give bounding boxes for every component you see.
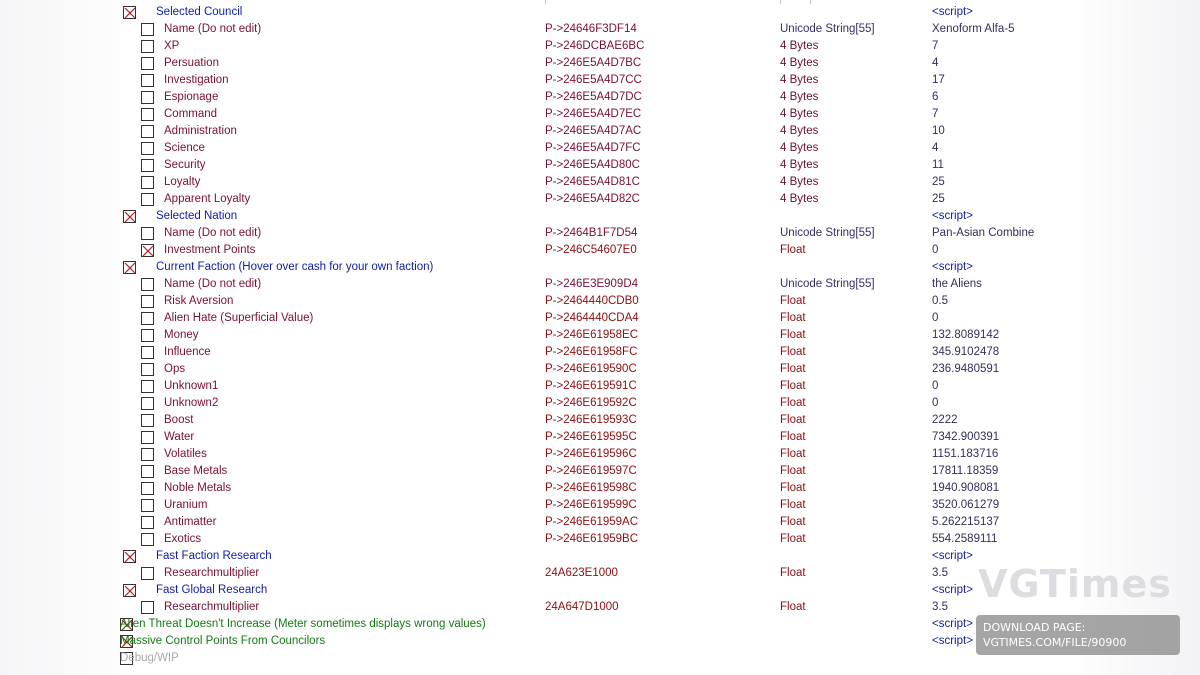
row-value[interactable]: 25 [932,193,945,205]
checkbox-unchecked[interactable] [141,414,154,427]
checkbox-unchecked[interactable] [141,431,154,444]
row-address[interactable]: P->246E61959AC [545,516,639,528]
row-description[interactable]: XP [164,40,180,52]
row-description[interactable]: Administration [164,125,237,137]
row-type[interactable]: Float [780,363,806,375]
row-address[interactable]: P->246E5A4D7AC [545,125,642,137]
row-value[interactable]: 0 [932,380,939,392]
table-row[interactable] [120,514,1080,531]
row-type[interactable]: Float [780,567,806,579]
row-description[interactable]: Alien Threat Doesn't Increase (Meter sometimes displays wrong values) [120,618,486,630]
row-type[interactable]: Float [780,533,806,545]
table-row[interactable] [120,310,1080,327]
checkbox-unchecked[interactable] [141,193,154,206]
checkbox-unchecked[interactable] [141,380,154,393]
row-type[interactable]: 4 Bytes [780,40,819,52]
table-row[interactable] [120,497,1080,514]
row-value[interactable]: 0 [932,244,939,256]
checkbox-unchecked[interactable] [141,278,154,291]
row-address[interactable]: 24A623E1000 [545,567,618,579]
row-address[interactable]: P->246E5A4D81C [545,176,640,188]
checkbox-checked[interactable] [141,244,154,257]
row-description[interactable]: Uranium [164,499,208,511]
checkbox-unchecked[interactable] [141,176,154,189]
row-value[interactable]: <script> [932,618,973,630]
row-address[interactable]: P->246E5A4D80C [545,159,640,171]
row-description[interactable]: Ops [164,363,186,375]
row-value[interactable]: 0.5 [932,295,948,307]
table-row[interactable] [120,55,1080,72]
row-type[interactable]: Float [780,312,806,324]
checkbox-unchecked[interactable] [141,159,154,172]
row-type[interactable]: Float [780,380,806,392]
row-description[interactable]: Researchmultiplier [164,601,260,613]
row-address[interactable]: P->246E619592C [545,397,637,409]
table-row[interactable] [120,650,1080,667]
row-description[interactable]: Fast Global Research [156,584,268,596]
checkbox-unchecked[interactable] [141,108,154,121]
checkbox-unchecked[interactable] [141,601,154,614]
checkbox-unchecked[interactable] [141,91,154,104]
watermark-line-1: DOWNLOAD PAGE: [983,621,1086,634]
row-type[interactable]: Float [780,414,806,426]
row-address[interactable]: P->246E5A4D7BC [545,57,642,69]
checkbox-unchecked[interactable] [141,363,154,376]
cheat-table-list [120,0,1080,675]
table-row[interactable] [120,429,1080,446]
checkbox-unchecked[interactable] [141,295,154,308]
row-description[interactable]: Security [164,159,206,171]
row-value[interactable]: 0 [932,397,939,409]
checkbox-unchecked[interactable] [141,397,154,410]
row-description[interactable]: Water [164,431,195,443]
row-description[interactable]: Selected Nation [156,210,238,222]
row-value[interactable]: <script> [932,584,973,596]
row-description[interactable]: Noble Metals [164,482,232,494]
row-description[interactable]: Selected Council [156,6,243,18]
row-value[interactable]: 1151.183716 [932,448,999,460]
row-address[interactable]: P->2464B1F7D54 [545,227,638,239]
table-row[interactable] [120,157,1080,174]
row-address[interactable]: P->246E619595C [545,431,637,443]
row-address[interactable]: P->246E5A4D7CC [545,74,642,86]
row-value[interactable]: 345.9102478 [932,346,1000,358]
row-type[interactable]: Float [780,499,806,511]
table-row[interactable] [120,21,1080,38]
table-row[interactable] [120,565,1080,582]
table-row[interactable] [120,259,1080,276]
row-description[interactable]: Investment Points [164,244,256,256]
checkbox-unchecked[interactable] [141,142,154,155]
row-description[interactable]: Science [164,142,205,154]
row-address[interactable]: P->246C54607E0 [545,244,637,256]
row-description[interactable]: Investigation [164,74,229,86]
row-value[interactable]: 1940.908081 [932,482,1000,494]
table-row[interactable] [120,106,1080,123]
row-type[interactable]: 4 Bytes [780,57,819,69]
table-row[interactable] [120,378,1080,395]
table-row[interactable] [120,225,1080,242]
row-description[interactable]: Name (Do not edit) [164,227,262,239]
row-type[interactable]: 4 Bytes [780,74,819,86]
row-value[interactable]: 17811.18359 [932,465,999,477]
table-row[interactable] [120,89,1080,106]
checkbox-unchecked[interactable] [141,40,154,53]
row-value[interactable]: 236.9480591 [932,363,1000,375]
row-description[interactable]: Fast Faction Research [156,550,272,562]
table-row[interactable] [120,344,1080,361]
checkbox-unchecked[interactable] [141,125,154,138]
checkbox-unchecked[interactable] [141,227,154,240]
checkbox-unchecked[interactable] [141,448,154,461]
row-value[interactable]: 11 [932,159,944,171]
checkbox-unchecked[interactable] [141,499,154,512]
row-description[interactable]: Researchmultiplier [164,567,260,579]
row-description[interactable]: Unknown2 [164,397,219,409]
row-value[interactable]: 3.5 [932,601,948,613]
table-row[interactable] [120,582,1080,599]
table-row[interactable] [120,208,1080,225]
row-address[interactable]: P->246E619597C [545,465,637,477]
table-row[interactable] [120,616,1080,633]
row-description[interactable]: Money [164,329,199,341]
row-address[interactable]: P->246E5A4D82C [545,193,640,205]
row-value[interactable]: 554.2589111 [932,533,998,545]
checkbox-unchecked[interactable] [141,57,154,70]
table-row[interactable] [120,446,1080,463]
row-type[interactable]: 4 Bytes [780,159,819,171]
table-row[interactable] [120,531,1080,548]
table-row[interactable] [120,72,1080,89]
row-type[interactable]: 4 Bytes [780,91,819,103]
row-type[interactable]: Float [780,295,806,307]
row-value[interactable]: 10 [932,125,945,137]
table-row[interactable] [120,361,1080,378]
row-value[interactable]: 3520.061279 [932,499,1000,511]
row-value[interactable]: 0 [932,312,939,324]
row-description[interactable]: Base Metals [164,465,228,477]
row-type[interactable]: Float [780,346,806,358]
table-row[interactable] [120,327,1080,344]
table-row[interactable] [120,38,1080,55]
row-type[interactable]: Float [780,482,806,494]
row-value[interactable]: the Aliens [932,278,982,290]
row-address[interactable]: P->246E619591C [545,380,637,392]
row-description[interactable]: Espionage [164,91,219,103]
row-description[interactable]: Antimatter [164,516,217,528]
row-type[interactable]: 4 Bytes [780,193,819,205]
row-address[interactable]: P->2464440CDB0 [545,295,639,307]
row-address[interactable]: 24A647D1000 [545,601,619,613]
row-address[interactable]: P->246E5A4D7DC [545,91,642,103]
checkbox-unchecked[interactable] [141,465,154,478]
row-value[interactable]: 4 [932,57,939,69]
row-address[interactable]: P->246E619593C [545,414,637,426]
row-description[interactable]: Loyalty [164,176,201,188]
row-value[interactable]: 4 [932,142,939,154]
table-row[interactable] [120,412,1080,429]
row-type[interactable]: Unicode String[55] [780,227,875,239]
row-type[interactable]: 4 Bytes [780,125,819,137]
row-value[interactable]: 132.8089142 [932,329,1000,341]
watermark-logo: VGTimes [978,562,1172,606]
table-row[interactable] [120,395,1080,412]
table-row[interactable] [120,276,1080,293]
table-row[interactable] [120,4,1080,21]
row-address[interactable]: P->246E619598C [545,482,637,494]
checkbox-checked[interactable] [123,6,136,19]
row-address[interactable]: P->246E5A4D7EC [545,108,642,120]
row-address[interactable]: P->246E61958EC [545,329,639,341]
row-type[interactable]: Float [780,329,806,341]
table-row[interactable] [120,242,1080,259]
row-value[interactable]: 6 [932,91,939,103]
row-type[interactable]: Float [780,516,806,528]
checkbox-unchecked[interactable] [141,516,154,529]
row-type[interactable]: Unicode String[55] [780,278,875,290]
row-address[interactable]: P->246E619590C [545,363,637,375]
row-description[interactable]: Exotics [164,533,202,545]
row-description[interactable]: Debug/WIP [120,652,179,664]
row-type[interactable]: Unicode String[55] [780,23,875,35]
row-value[interactable]: 3.5 [932,567,948,579]
row-description[interactable]: Persuation [164,57,219,69]
checkbox-unchecked[interactable] [141,74,154,87]
table-row[interactable] [120,293,1080,310]
watermark-download-box [976,615,1180,655]
row-value[interactable]: Pan-Asian Combine [932,227,1035,239]
table-row[interactable] [120,633,1080,650]
row-value[interactable]: Xenoform Alfa-5 [932,23,1015,35]
checkbox-checked[interactable] [123,584,136,597]
row-value[interactable]: <script> [932,550,973,562]
row-value[interactable]: 7 [932,108,939,120]
table-row[interactable] [120,548,1080,565]
row-value[interactable]: <script> [932,635,973,647]
row-value[interactable]: 2222 [932,414,958,426]
row-type[interactable]: Float [780,431,806,443]
row-type[interactable]: 4 Bytes [780,176,819,188]
checkbox-unchecked[interactable] [141,23,154,36]
row-address[interactable]: P->246E619599C [545,499,637,511]
table-row[interactable] [120,123,1080,140]
row-value[interactable]: 17 [932,74,945,86]
row-type[interactable]: 4 Bytes [780,142,819,154]
checkbox-checked[interactable] [123,210,136,223]
checkbox-unchecked[interactable] [141,482,154,495]
row-description[interactable]: Name (Do not edit) [164,23,262,35]
row-type[interactable]: 4 Bytes [780,108,819,120]
row-address[interactable]: P->2464440CDA4 [545,312,639,324]
checkbox-unchecked[interactable] [141,329,154,342]
row-address[interactable]: P->246E61958FC [545,346,638,358]
watermark-line-2: VGTIMES.COM/FILE/90900 [983,636,1127,649]
row-value[interactable]: 7342.900391 [932,431,1000,443]
table-row[interactable] [120,140,1080,157]
row-type[interactable]: Float [780,244,806,256]
row-type[interactable]: Float [780,601,806,613]
row-value[interactable]: <script> [932,261,973,273]
checkbox-unchecked[interactable] [141,346,154,359]
row-type[interactable]: Float [780,465,806,477]
row-description[interactable]: Influence [164,346,211,358]
row-value[interactable]: <script> [932,210,973,222]
row-value[interactable]: 25 [932,176,945,188]
row-type[interactable]: Float [780,448,806,460]
table-row[interactable] [120,480,1080,497]
checkbox-unchecked[interactable] [141,533,154,546]
row-description[interactable]: Boost [164,414,194,426]
row-address[interactable]: P->246E619596C [545,448,637,460]
row-type[interactable]: Float [780,397,806,409]
row-description[interactable]: Alien Hate (Superficial Value) [164,312,314,324]
row-description[interactable]: Unknown1 [164,380,219,392]
row-value[interactable]: 5.262215137 [932,516,1000,528]
row-description[interactable]: Apparent Loyalty [164,193,251,205]
table-row[interactable] [120,191,1080,208]
checkbox-checked[interactable] [123,550,136,563]
row-address[interactable]: P->246E3E909D4 [545,278,639,290]
table-row[interactable] [120,463,1080,480]
checkbox-unchecked[interactable] [141,567,154,580]
row-address[interactable]: P->24646F3DF14 [545,23,637,35]
row-description[interactable]: Risk Aversion [164,295,234,307]
row-value[interactable]: <script> [932,6,973,18]
row-description[interactable]: Command [164,108,218,120]
row-description[interactable]: Name (Do not edit) [164,278,262,290]
row-description[interactable]: Current Faction (Hover over cash for your own faction) [156,261,434,273]
left-background [0,0,120,675]
table-rows [120,4,1080,667]
row-address[interactable]: P->246E5A4D7FC [545,142,641,154]
table-row[interactable] [120,174,1080,191]
row-description[interactable]: Volatiles [164,448,207,460]
row-address[interactable]: P->246E61959BC [545,533,639,545]
row-value[interactable]: 7 [932,40,939,52]
table-row[interactable] [120,599,1080,616]
row-description[interactable]: Massive Control Points From Councilors [120,635,326,647]
row-address[interactable]: P->246DCBAE6BC [545,40,645,52]
checkbox-unchecked[interactable] [141,312,154,325]
checkbox-checked[interactable] [123,261,136,274]
